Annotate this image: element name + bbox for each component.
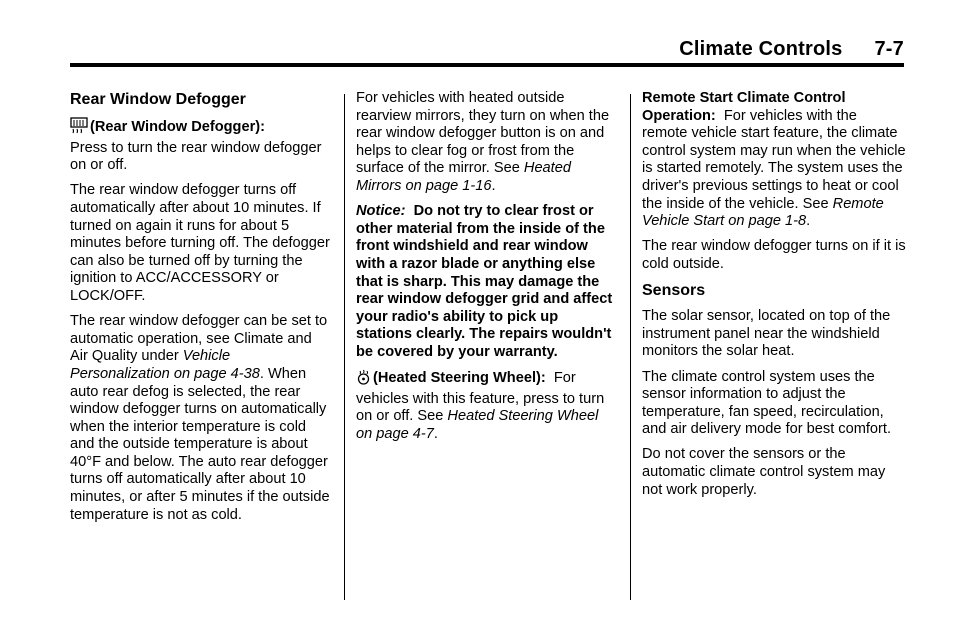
paragraph: Do not cover the sensors or the automatic climate control system may not work properly. (642, 446, 886, 498)
label: (Heated Steering Wheel): (373, 370, 546, 387)
notice: Notice: Do not try to clear frost or other material from the inside of the front windshield and rear window with a razor blade or anything else that is sharp. This may damage the rear window defogger grid and affect your radio's ability to pick up stations clearly. The repairs wouldn't be covered by your warranty. (356, 203, 613, 360)
column-1 (70, 90, 332, 532)
column-divider (630, 94, 631, 600)
paragraph: Remote Start Climate Control Operation: For vehicles with the remote vehicle start feature, the climate control system may run when the vehicle is started remotely. The system uses the driver's previous settings to heat or cool the inside of the vehicle. See Remote Vehicle Start on page 1‑8. (642, 90, 906, 230)
column-2 (356, 90, 618, 451)
header-rule (70, 63, 904, 67)
paragraph: (Heated Steering Wheel): For vehicles with this feature, press to turn on or off. See Heated Steering Wheel on page 4‑7. (356, 370, 605, 442)
paragraph: The climate control system uses the sensor information to adjust the temperature, fan speed, recirculation, and air delivery mode for best comfort. (642, 368, 892, 438)
cross-reference: Vehicle Personalization on page 4‑38 (70, 348, 260, 382)
heated-steering-wheel-icon (356, 369, 371, 391)
paragraph: The rear window defogger can be set to automatic operation, see Climate and Air Quality under Vehicle Personalization on page 4‑38. When auto rear defog is selected, the rear window defogger turns on automatically when the interior temperature is cold and the outside temperature is about 40°F and below. The auto rear defogger turns off automatically after about 10 minutes, or after 5 minutes if the outside temperature is not as cold. (70, 313, 330, 523)
rear-defogger-icon (70, 117, 88, 140)
column-3 (642, 90, 906, 507)
paragraph: For vehicles with heated outside rearview mirrors, they turn on when the rear window defogger button is on and helps to clear fog or frost from the surface of the mirror. See Heated Mirrors on page 1‑16. (356, 90, 610, 194)
cross-reference: Heated Mirrors on page 1‑16 (356, 160, 571, 194)
section-title: Climate Controls (679, 38, 843, 60)
page-number: 7-7 (874, 38, 904, 60)
paragraph: (Rear Window Defogger): Press to turn the rear window defogger on or off. (70, 119, 322, 174)
paragraph: The rear window defogger turns off automatically after about 10 minutes. If turned on again it runs for about 5 minutes before turning off. The defogger can also be turned off by turning the ignition to ACC/ACCESSORY or LOCK/OFF. (70, 182, 330, 304)
notice-label: Notice: (356, 203, 406, 220)
cross-reference: Remote Vehicle Start on page 1‑8 (642, 195, 884, 230)
paragraph: The rear window defogger turns on if it is cold outside. (642, 238, 906, 272)
section-heading: Rear Window Defogger (70, 91, 246, 108)
page-header (679, 38, 904, 61)
label: (Rear Window Defogger): (90, 119, 265, 135)
cross-reference: Heated Steering Wheel on page 4‑7 (356, 408, 599, 442)
section-heading: Sensors (642, 282, 706, 300)
paragraph: The solar sensor, located on top of the instrument panel near the windshield monitors the solar heat. (642, 308, 891, 360)
column-divider (344, 94, 345, 600)
label: Remote Start Climate Control Operation: (642, 90, 846, 124)
